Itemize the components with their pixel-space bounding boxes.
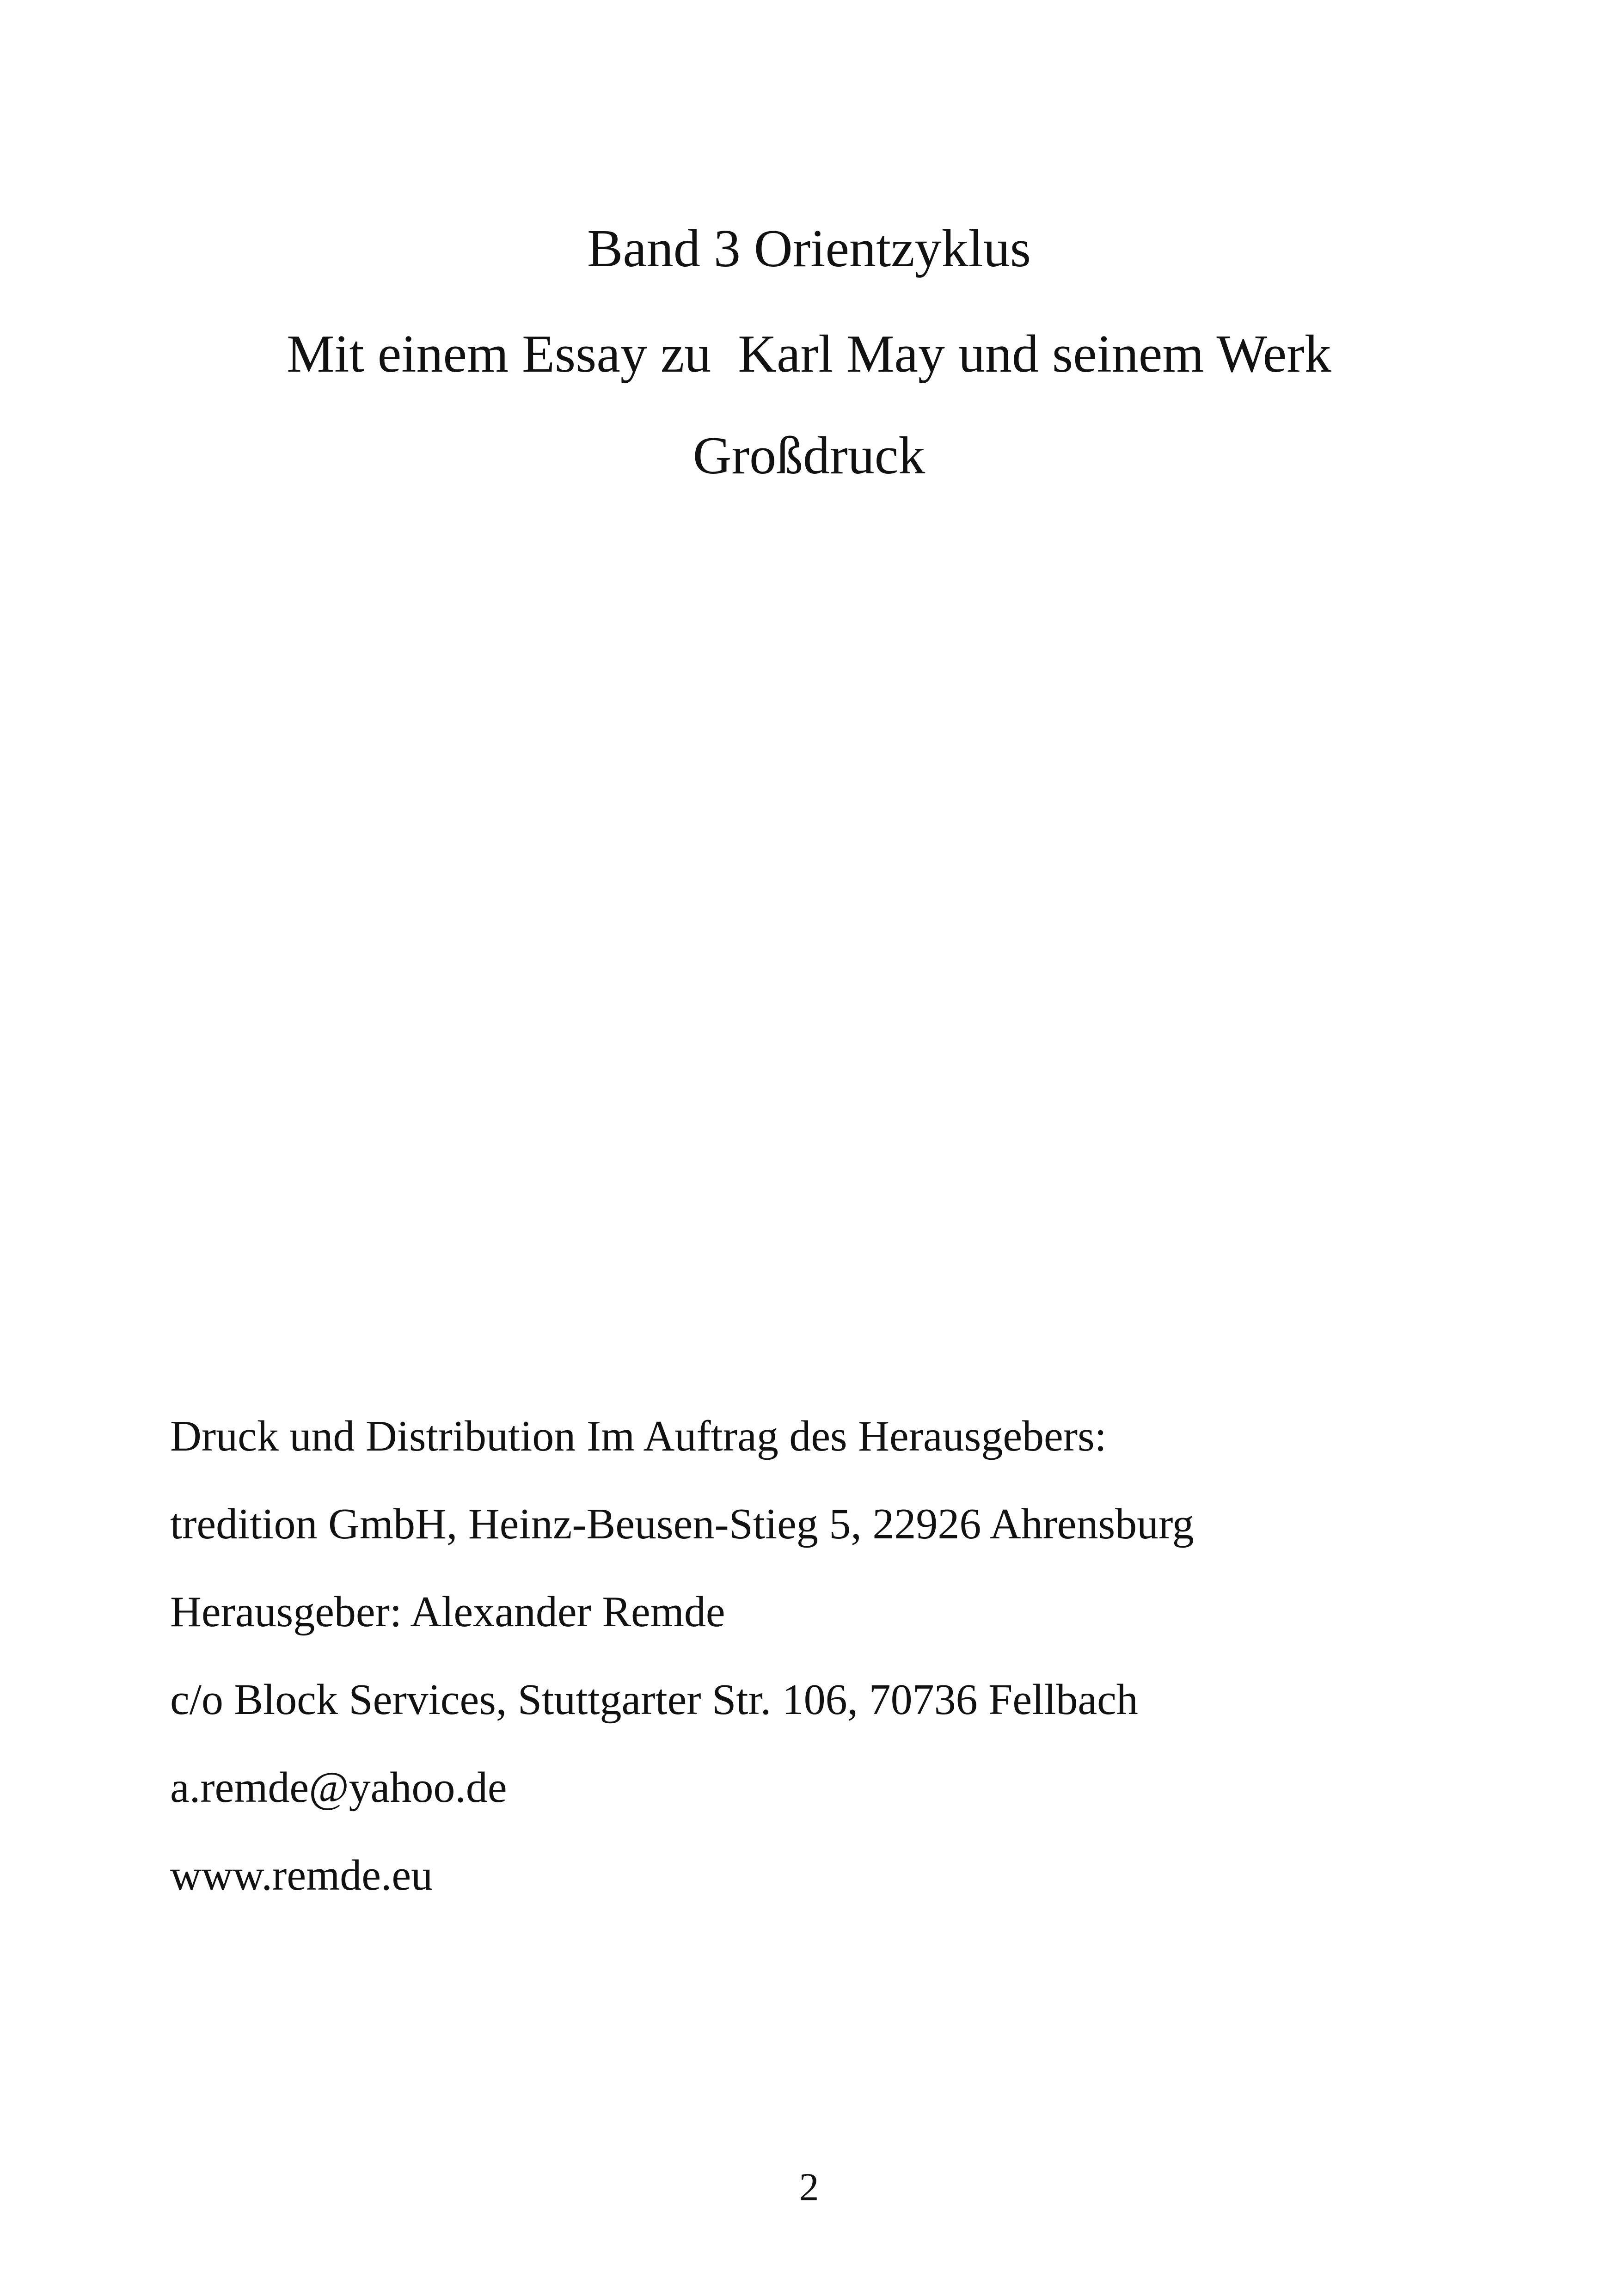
book-volume-title: Band 3 Orientzyklus bbox=[587, 219, 1031, 278]
imprint-publisher-address: tredition GmbH, Heinz-Beusen-Stieg 5, 22926 Ahrensburg bbox=[170, 1500, 1194, 1548]
imprint-email: a.remde@yahoo.de bbox=[170, 1763, 507, 1812]
imprint-printing-line: Druck und Distribution Im Auftrag des Herausgebers: bbox=[170, 1412, 1107, 1460]
imprint-editor-address: c/o Block Services, Stuttgarter Str. 106, 70736 Fellbach bbox=[170, 1676, 1138, 1724]
imprint-block bbox=[170, 1414, 1557, 1941]
page-number: 2 bbox=[799, 2165, 819, 2209]
imprint-website: www.remde.eu bbox=[170, 1851, 433, 1899]
imprint-editor: Herausgeber: Alexander Remde bbox=[170, 1588, 725, 1636]
edition-label: Großdruck bbox=[693, 426, 925, 485]
book-subtitle: Mit einem Essay zu Karl May und seinem Werk bbox=[287, 325, 1331, 384]
